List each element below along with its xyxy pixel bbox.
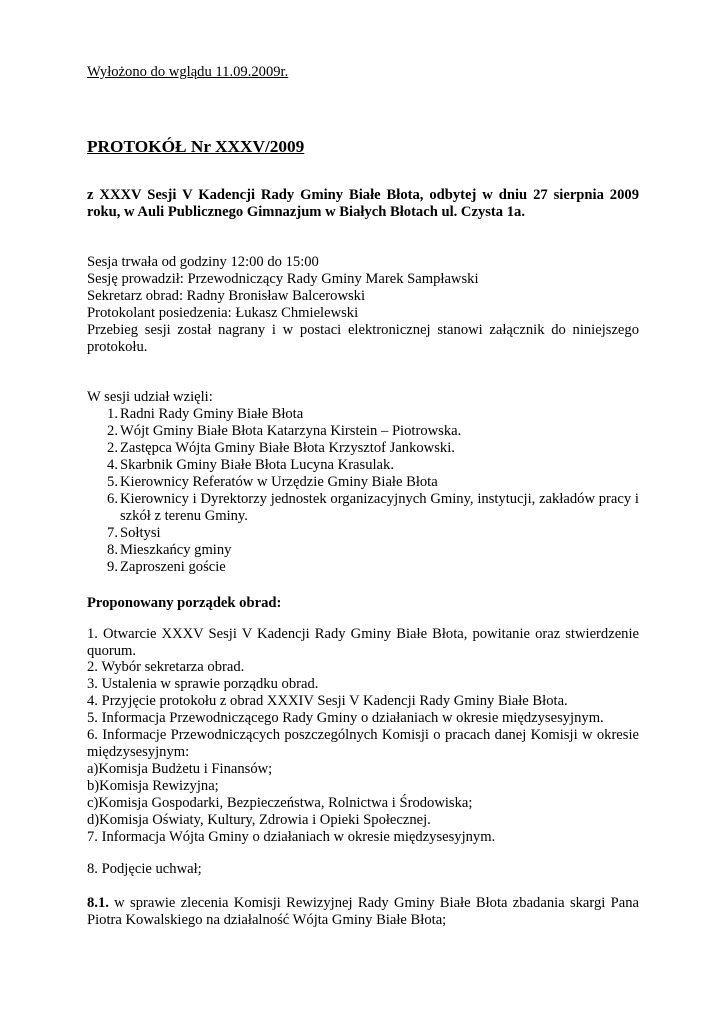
agenda-item-3: 3. Ustalenia w sprawie porządku obrad. <box>87 676 319 692</box>
agenda-item-8-1-text: w sprawie zlecenia Komisji Rewizyjnej Rady Gminy Białe Błota zbadania skargi Pana Piotra Kowalskiego na działalność Wójta Gminy Białe Błota; <box>87 895 639 928</box>
list-item: 6. Kierownicy i Dyrektorzy jednostek organizacyjnych Gminy, instytucji, zakładów pracy i szkół z terenu Gminy. <box>107 491 639 524</box>
session-recorder: Protokolant posiedzenia: Łukasz Chmielewski <box>87 305 359 321</box>
document-title: PROTOKÓŁ Nr XXXV/2009 <box>87 137 305 156</box>
display-date: Wyłożono do wglądu 11.09.2009r. <box>87 64 289 80</box>
list-item: 8. Mieszkańcy gminy <box>107 542 232 558</box>
agenda-item-1: 1. Otwarcie XXXV Sesji V Kadencji Rady Gminy Białe Błota, powitanie oraz stwierdzenie quorum. <box>87 626 639 659</box>
list-item: 4. Skarbnik Gminy Białe Błota Lucyna Krasulak. <box>107 457 394 473</box>
list-item: 2. Zastępca Wójta Gminy Białe Błota Krzysztof Jankowski. <box>107 440 455 456</box>
agenda-item-8: 8. Podjęcie uchwał; <box>87 861 202 877</box>
agenda-item-2: 2. Wybór sekretarza obrad. <box>87 659 245 675</box>
agenda-item-4: 4. Przyjęcie protokołu z obrad XXXIV Sesji V Kadencji Rady Gminy Białe Błota. <box>87 693 568 709</box>
list-item: 7. Sołtysi <box>107 525 161 541</box>
agenda-item-6: 6. Informacje Przewodniczących poszczególnych Komisji o pracach danej Komisji w okresie międzysesyjnym: <box>87 727 639 760</box>
agenda-item-6c: c)Komisja Gospodarki, Bezpieczeństwa, Rolnictwa i Środowiska; <box>87 795 473 811</box>
document-subtitle: z XXXV Sesji V Kadencji Rady Gminy Białe Błota, odbytej w dniu 27 sierpnia 2009 roku, w Auli Publicznego Gimnazjum w Białych Błotach ul. Czysta 1a. <box>87 187 639 220</box>
agenda-items-2-5 <box>87 659 639 727</box>
agenda-item-6-subitems <box>87 761 639 846</box>
session-duration: Sesja trwała od godziny 12:00 do 15:00 <box>87 254 319 270</box>
agenda-item-6b: b)Komisja Rewizyjna; <box>87 778 219 794</box>
agenda-item-6d: d)Komisja Oświaty, Kultury, Zdrowia i Opieki Społecznej. <box>87 812 431 828</box>
agenda-item-7: 7. Informacja Wójta Gminy o działaniach w okresie międzysesyjnym. <box>87 829 496 845</box>
session-chair: Sesję prowadził: Przewodniczący Rady Gminy Marek Sampławski <box>87 271 479 287</box>
list-item: 5. Kierownicy Referatów w Urzędzie Gminy Białe Błota <box>107 474 438 490</box>
agenda-item-6a: a)Komisja Budżetu i Finansów; <box>87 761 273 777</box>
recording-note: Przebieg sesji został nagrany i w postaci elektronicznej stanowi załącznik do niniejszego protokołu. <box>87 322 639 355</box>
agenda-item-8-1 <box>87 895 639 929</box>
list-item: 2. Wójt Gminy Białe Błota Katarzyna Kirstein – Piotrowska. <box>107 423 462 439</box>
list-item: 1. Radni Rady Gminy Białe Błota <box>107 406 304 422</box>
participants-list <box>87 406 639 576</box>
session-info <box>87 254 639 322</box>
participants-heading: W sesji udział wzięli: <box>87 389 213 405</box>
agenda-item-8-1-number: 8.1. <box>87 895 109 911</box>
agenda-heading: Proponowany porządek obrad: <box>87 595 282 611</box>
list-item: 9. Zaproszeni goście <box>107 559 226 575</box>
session-secretary: Sekretarz obrad: Radny Bronisław Balcerowski <box>87 288 366 304</box>
agenda-item-5: 5. Informacja Przewodniczącego Rady Gminy o działaniach w okresie międzysesyjnym. <box>87 710 604 726</box>
